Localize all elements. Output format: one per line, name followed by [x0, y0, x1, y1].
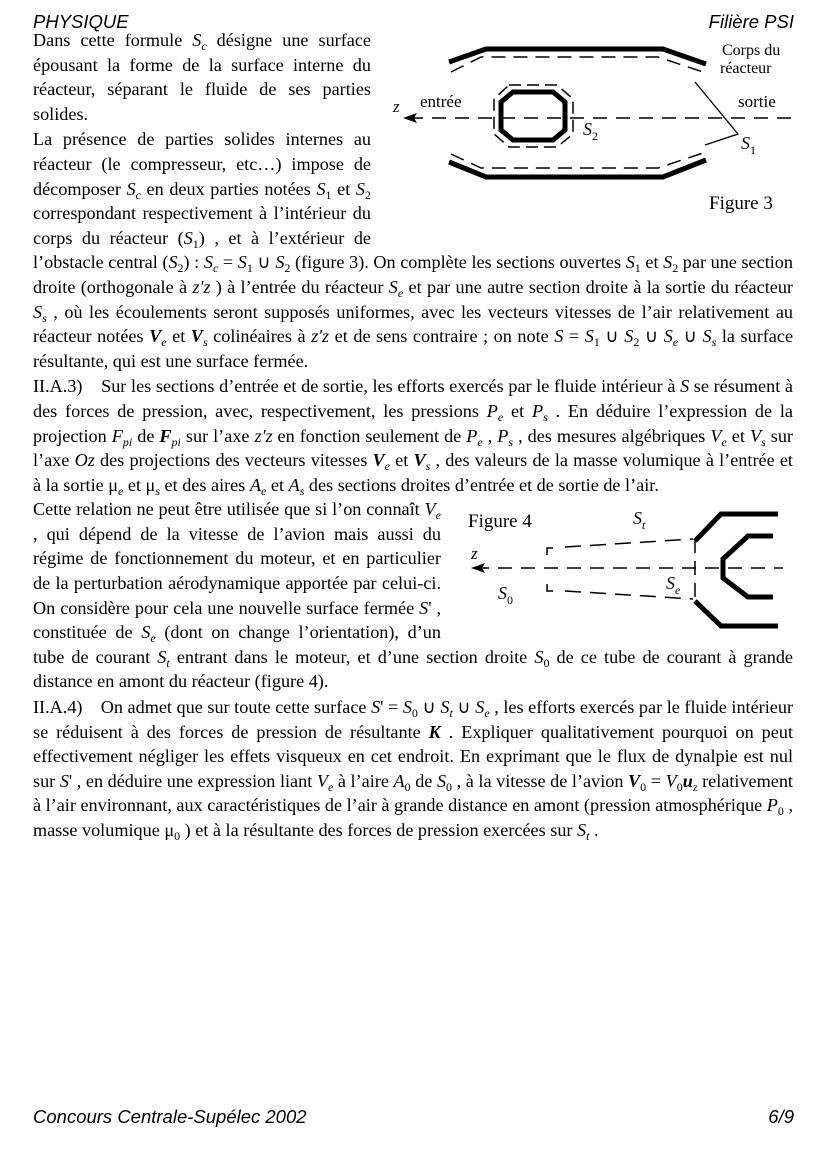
s1-pointer	[695, 82, 738, 145]
paragraph-II-A-4: II.A.4) On admet que sur toute cette surface $S' = S_0$ ∪ $S_t$ ∪ $S_e$ , les efforts exercés par le fluide intérieur se réduisent à des forces de pression de résultante K . Expliquer qualitativement pourquoi on peut effectivement négliger les effets visqueux en cet endroit. En exprimant que le flux de dynalpie est nul sur S' , en déduire une expression liant $V_e$ à l’aire $A_0$ de $S_0$ , à la vitesse de l’avion $V_0 = V_0u_z$ relativement à l’air environnant, aux caractéristiques de l’air à grande distance en amont (pression atmosphérique $P_0$ , masse volumique $\mu_0$ ) et à la résultante des forces de pression exercées sur $S_t$ .	[33, 697, 793, 843]
fig3-caption: Figure 3	[709, 193, 773, 214]
fig3-s1-label: $S_1$	[741, 133, 756, 157]
surface-s1-bottom	[451, 153, 703, 168]
fig3-s2-label: $S_2$	[583, 119, 598, 143]
paragraph-1: Dans cette formule $S_c$ désigne une surface épousant la forme de la surface interne du réacteur, séparant le fluide de ses parties solides.	[33, 30, 371, 124]
fig3-outlet-label: sortie	[738, 92, 776, 111]
fig4-st-label: $S_t$	[633, 508, 646, 533]
document-body	[33, 28, 793, 843]
figure-4	[453, 499, 793, 631]
surface-s1-top	[451, 57, 703, 72]
fig4-s0-label: $S_0$	[498, 583, 513, 608]
reactor-wall-top	[449, 49, 706, 64]
header-track: Filière PSI	[708, 11, 794, 32]
fig4-caption: Figure 4	[468, 511, 532, 533]
paragraph-II-A-3: II.A.3) Sur les sections d’entrée et de sortie, les efforts exercés par le fluide intérieur à S se résument à des forces de pression, avec, respectivement, les pressions $P_e$ et $P_s$ . En déduire l’expression de la projection $F_{pi}$ de $F_{pi}$ sur l’axe z'z en fonction seulement de $P_e$ , $P_s$ , des mesures algébriques $V_e$ et $V_s$ sur l’axe Oz des projections des vecteurs vitesses $V_e$ et $V_s$ , des valeurs de la masse volumique à l’entrée et à la sortie $\mu_e$ et $\mu_s$ et des aires $A_e$ et $A_s$ des sections droites d’entrée et de sortie de l’air.	[33, 376, 793, 498]
paragraph-2: La présence de parties solides internes au réacteur (le compresseur, etc…) impose de décomposer $S_c$ en deux parties notées $S_1$ et $S_2$ correspondant respectivement à l’intérieur du corps du réacteur $(S_1)$ , et à l’extérieur de l’obstacle central $(S_2)$ : $S_c = S_1$ ∪ $S_2$ (figure 3). On complète les sections ouvertes $S_1$ et $S_2$ par une section droite (orthogonale à z'z ) à l’entrée du réacteur $S_e$ et par une autre section droite à la sortie du réacteur $S_s$ , où les écoulements seront supposés uniformes, avec les vecteurs vitesses de l’air relativement au réacteur notées $V_e$ et $V_s$ colinéaires à z'z et de sens contraire ; on note $S = S_1$ ∪ $S_2$ ∪ $S_e$ ∪ $S_s$ la surface résultante, qui est une surface fermée.	[33, 129, 794, 371]
reactor-wall-bottom	[449, 160, 706, 177]
footer-page-number: 6/9	[768, 1106, 794, 1127]
fig4-se-label: $S_e$	[666, 573, 681, 598]
section-s0-bottom	[547, 584, 553, 591]
fig3-body-label-2: réacteur	[720, 60, 772, 77]
fig3-axis-label: z	[393, 97, 400, 116]
header-subject: PHYSIQUE	[33, 11, 129, 32]
figure-3	[383, 30, 793, 235]
fig4-axis-label: z	[471, 544, 478, 564]
central-obstacle	[501, 92, 565, 140]
central-body	[723, 536, 773, 597]
footer-contest: Concours Centrale-Supélec 2002	[33, 1106, 307, 1127]
fig3-body-label-1: Corps du	[722, 42, 781, 59]
paragraph-4: Cette relation ne peut être utilisée que si l’on connaît $V_e$ , qui dépend de la vitesse de l’avion mais aussi du régime de fonctionnement du moteur, et en particulier de la perturbation aérodynamique apportée par celui-ci. On considère pour cela une nouvelle surface fermée S' , constituée de $S_e$ (dont on change l’orientation), d’un tube de courant $S_t$ entrant dans le moteur, et d’une section droite $S_0$ de ce tube de courant à grande distance en amont du réacteur (figure 4).	[33, 499, 793, 692]
fig3-inlet-label: entrée	[420, 92, 462, 111]
section-s0-top	[547, 548, 553, 555]
stream-tube-top	[565, 539, 693, 547]
nacelle-bottom	[695, 601, 778, 626]
